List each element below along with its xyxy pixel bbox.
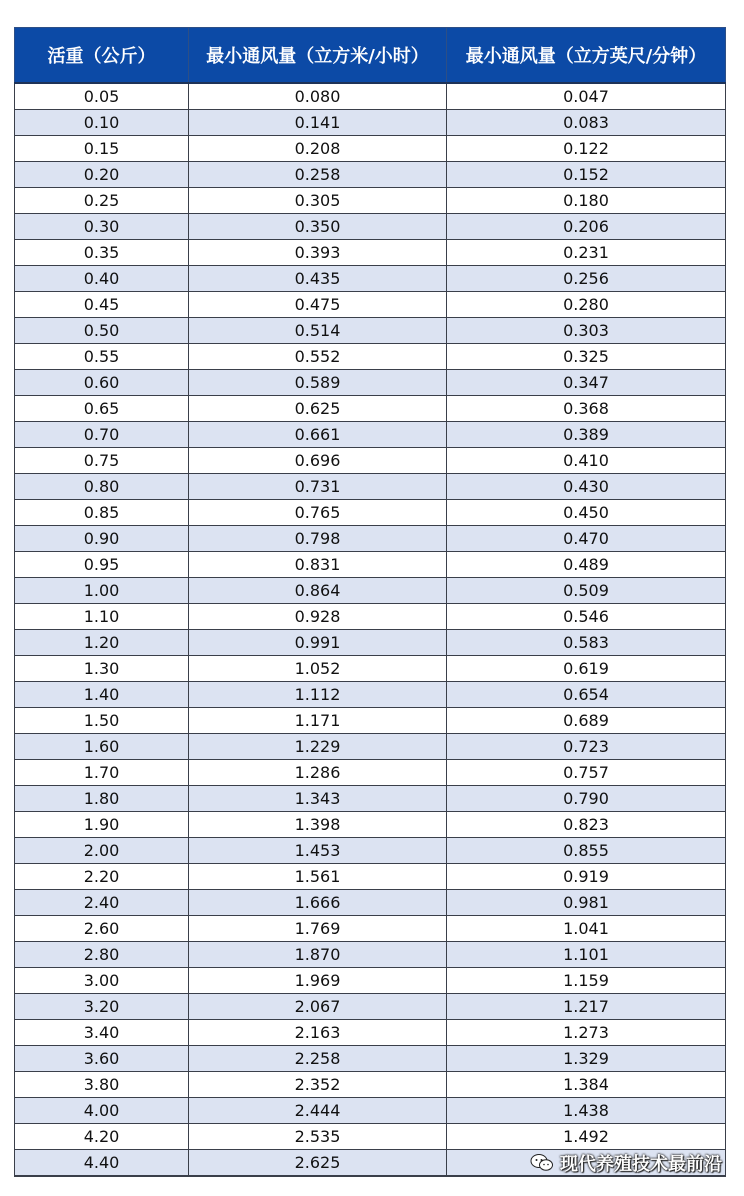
cell-live-weight: 0.60 — [15, 370, 189, 396]
cell-min-vent-m3h: 1.229 — [189, 734, 447, 760]
table-row — [15, 656, 726, 682]
cell-min-vent-cfm: 0.180 — [447, 188, 726, 214]
cell-min-vent-m3h: 0.731 — [189, 474, 447, 500]
cell-min-vent-m3h: 0.514 — [189, 318, 447, 344]
cell-live-weight: 0.90 — [15, 526, 189, 552]
cell-min-vent-cfm: 0.450 — [447, 500, 726, 526]
cell-live-weight: 0.05 — [15, 83, 189, 110]
cell-min-vent-cfm: 0.919 — [447, 864, 726, 890]
cell-live-weight: 0.15 — [15, 136, 189, 162]
table-row — [15, 578, 726, 604]
table-row — [15, 1124, 726, 1150]
cell-min-vent-cfm: 0.303 — [447, 318, 726, 344]
cell-min-vent-m3h: 1.286 — [189, 760, 447, 786]
cell-min-vent-cfm: 1.273 — [447, 1020, 726, 1046]
watermark-text: 现代养殖技术最前沿 — [560, 1154, 722, 1175]
cell-live-weight: 1.40 — [15, 682, 189, 708]
cell-live-weight: 0.50 — [15, 318, 189, 344]
cell-min-vent-cfm: 0.083 — [447, 110, 726, 136]
cell-min-vent-cfm: 0.689 — [447, 708, 726, 734]
header-min-vent-cfm: 最小通风量（立方英尺/分钟） — [447, 28, 726, 84]
ventilation-table-container — [14, 27, 725, 1177]
cell-live-weight: 0.45 — [15, 292, 189, 318]
table-header — [15, 28, 726, 84]
table-row — [15, 864, 726, 890]
header-live-weight: 活重（公斤） — [15, 28, 189, 84]
cell-min-vent-m3h: 1.343 — [189, 786, 447, 812]
header-min-vent-m3h: 最小通风量（立方米/小时） — [189, 28, 447, 84]
cell-min-vent-m3h: 2.535 — [189, 1124, 447, 1150]
wechat-watermark — [530, 1148, 722, 1178]
table-row — [15, 83, 726, 110]
cell-min-vent-m3h: 0.991 — [189, 630, 447, 656]
cell-min-vent-cfm: 0.347 — [447, 370, 726, 396]
cell-min-vent-cfm: 0.723 — [447, 734, 726, 760]
table-row — [15, 526, 726, 552]
table-row — [15, 760, 726, 786]
table-row — [15, 786, 726, 812]
header-row — [15, 28, 726, 84]
cell-min-vent-cfm: 0.389 — [447, 422, 726, 448]
cell-live-weight: 2.00 — [15, 838, 189, 864]
cell-min-vent-m3h: 1.561 — [189, 864, 447, 890]
cell-min-vent-m3h: 0.831 — [189, 552, 447, 578]
cell-min-vent-cfm: 0.583 — [447, 630, 726, 656]
cell-min-vent-m3h: 1.398 — [189, 812, 447, 838]
table-row — [15, 110, 726, 136]
table-row — [15, 734, 726, 760]
cell-live-weight: 1.80 — [15, 786, 189, 812]
table-row — [15, 812, 726, 838]
cell-min-vent-cfm: 0.546 — [447, 604, 726, 630]
cell-min-vent-m3h: 1.870 — [189, 942, 447, 968]
cell-min-vent-cfm: 0.823 — [447, 812, 726, 838]
table-row — [15, 838, 726, 864]
table-row — [15, 214, 726, 240]
cell-live-weight: 1.10 — [15, 604, 189, 630]
table-row — [15, 968, 726, 994]
table-row — [15, 552, 726, 578]
cell-min-vent-m3h: 0.625 — [189, 396, 447, 422]
cell-min-vent-cfm: 1.438 — [447, 1098, 726, 1124]
cell-min-vent-m3h: 0.589 — [189, 370, 447, 396]
cell-min-vent-m3h: 0.765 — [189, 500, 447, 526]
cell-min-vent-cfm: 0.280 — [447, 292, 726, 318]
cell-min-vent-cfm: 0.122 — [447, 136, 726, 162]
cell-live-weight: 1.20 — [15, 630, 189, 656]
table-row — [15, 396, 726, 422]
cell-min-vent-m3h: 0.552 — [189, 344, 447, 370]
cell-live-weight: 4.40 — [15, 1150, 189, 1177]
cell-live-weight: 1.50 — [15, 708, 189, 734]
table-row — [15, 266, 726, 292]
table-row — [15, 708, 726, 734]
cell-live-weight: 0.40 — [15, 266, 189, 292]
cell-live-weight: 0.30 — [15, 214, 189, 240]
table-row — [15, 1020, 726, 1046]
cell-live-weight: 0.10 — [15, 110, 189, 136]
table-row — [15, 1072, 726, 1098]
cell-min-vent-cfm: 0.654 — [447, 682, 726, 708]
cell-min-vent-cfm: 0.152 — [447, 162, 726, 188]
table-row — [15, 890, 726, 916]
cell-live-weight: 2.60 — [15, 916, 189, 942]
cell-min-vent-m3h: 0.661 — [189, 422, 447, 448]
cell-min-vent-m3h: 0.258 — [189, 162, 447, 188]
cell-min-vent-cfm: 0.430 — [447, 474, 726, 500]
cell-live-weight: 3.80 — [15, 1072, 189, 1098]
cell-min-vent-cfm: 0.256 — [447, 266, 726, 292]
cell-min-vent-m3h: 2.067 — [189, 994, 447, 1020]
table-row — [15, 448, 726, 474]
cell-min-vent-cfm: 0.757 — [447, 760, 726, 786]
cell-min-vent-m3h: 0.864 — [189, 578, 447, 604]
cell-live-weight: 0.25 — [15, 188, 189, 214]
cell-min-vent-m3h: 0.393 — [189, 240, 447, 266]
table-row — [15, 1098, 726, 1124]
cell-live-weight: 4.20 — [15, 1124, 189, 1150]
table-row — [15, 240, 726, 266]
cell-min-vent-m3h: 0.141 — [189, 110, 447, 136]
table-row — [15, 942, 726, 968]
cell-min-vent-m3h: 1.171 — [189, 708, 447, 734]
table-row — [15, 1046, 726, 1072]
cell-min-vent-cfm: 1.329 — [447, 1046, 726, 1072]
min-ventilation-table — [14, 27, 726, 1177]
cell-min-vent-cfm: 1.217 — [447, 994, 726, 1020]
cell-min-vent-m3h: 0.305 — [189, 188, 447, 214]
table-row — [15, 994, 726, 1020]
cell-min-vent-m3h: 0.350 — [189, 214, 447, 240]
cell-min-vent-cfm: 0.509 — [447, 578, 726, 604]
cell-min-vent-m3h: 1.969 — [189, 968, 447, 994]
cell-min-vent-cfm: 1.384 — [447, 1072, 726, 1098]
table-body — [15, 83, 726, 1176]
cell-min-vent-cfm: 0.470 — [447, 526, 726, 552]
table-row — [15, 292, 726, 318]
cell-live-weight: 4.00 — [15, 1098, 189, 1124]
cell-live-weight: 1.30 — [15, 656, 189, 682]
cell-min-vent-cfm: 1.492 — [447, 1124, 726, 1150]
cell-min-vent-cfm: 1.041 — [447, 916, 726, 942]
table-row — [15, 474, 726, 500]
cell-live-weight: 1.60 — [15, 734, 189, 760]
cell-min-vent-cfm: 0.619 — [447, 656, 726, 682]
cell-min-vent-m3h: 1.453 — [189, 838, 447, 864]
cell-min-vent-cfm: 0.855 — [447, 838, 726, 864]
cell-live-weight: 3.00 — [15, 968, 189, 994]
cell-min-vent-m3h: 1.052 — [189, 656, 447, 682]
cell-min-vent-cfm: 0.981 — [447, 890, 726, 916]
wechat-icon — [530, 1153, 554, 1173]
cell-min-vent-m3h: 1.769 — [189, 916, 447, 942]
cell-live-weight: 0.55 — [15, 344, 189, 370]
table-row — [15, 422, 726, 448]
cell-live-weight: 0.80 — [15, 474, 189, 500]
cell-live-weight: 3.20 — [15, 994, 189, 1020]
cell-min-vent-cfm: 0.410 — [447, 448, 726, 474]
table-row — [15, 604, 726, 630]
cell-min-vent-cfm: 0.368 — [447, 396, 726, 422]
cell-live-weight: 0.20 — [15, 162, 189, 188]
cell-min-vent-m3h: 0.208 — [189, 136, 447, 162]
cell-min-vent-cfm: 1.159 — [447, 968, 726, 994]
cell-min-vent-m3h: 2.444 — [189, 1098, 447, 1124]
cell-live-weight: 0.65 — [15, 396, 189, 422]
cell-min-vent-cfm: 1.101 — [447, 942, 726, 968]
table-row — [15, 682, 726, 708]
cell-min-vent-m3h: 2.352 — [189, 1072, 447, 1098]
cell-min-vent-cfm: 0.206 — [447, 214, 726, 240]
cell-min-vent-m3h: 2.163 — [189, 1020, 447, 1046]
cell-live-weight: 3.40 — [15, 1020, 189, 1046]
cell-min-vent-m3h: 0.798 — [189, 526, 447, 552]
cell-live-weight: 1.90 — [15, 812, 189, 838]
cell-live-weight: 2.40 — [15, 890, 189, 916]
cell-min-vent-m3h: 2.625 — [189, 1150, 447, 1177]
cell-min-vent-cfm: 0.047 — [447, 83, 726, 110]
table-row — [15, 188, 726, 214]
cell-min-vent-m3h: 1.666 — [189, 890, 447, 916]
cell-live-weight: 2.80 — [15, 942, 189, 968]
cell-live-weight: 0.75 — [15, 448, 189, 474]
cell-live-weight: 2.20 — [15, 864, 189, 890]
cell-min-vent-m3h: 2.258 — [189, 1046, 447, 1072]
cell-min-vent-cfm: 0.325 — [447, 344, 726, 370]
cell-min-vent-m3h: 0.475 — [189, 292, 447, 318]
table-row — [15, 630, 726, 656]
cell-min-vent-cfm: 0.231 — [447, 240, 726, 266]
table-row — [15, 136, 726, 162]
cell-live-weight: 3.60 — [15, 1046, 189, 1072]
table-row — [15, 916, 726, 942]
cell-live-weight: 0.70 — [15, 422, 189, 448]
cell-min-vent-m3h: 1.112 — [189, 682, 447, 708]
cell-live-weight: 1.70 — [15, 760, 189, 786]
cell-min-vent-m3h: 0.696 — [189, 448, 447, 474]
table-row — [15, 162, 726, 188]
cell-live-weight: 1.00 — [15, 578, 189, 604]
table-row — [15, 344, 726, 370]
cell-min-vent-m3h: 0.080 — [189, 83, 447, 110]
cell-min-vent-cfm: 0.489 — [447, 552, 726, 578]
cell-min-vent-m3h: 0.928 — [189, 604, 447, 630]
table-row — [15, 318, 726, 344]
cell-live-weight: 0.85 — [15, 500, 189, 526]
table-row — [15, 500, 726, 526]
cell-min-vent-cfm: 0.790 — [447, 786, 726, 812]
cell-live-weight: 0.35 — [15, 240, 189, 266]
cell-min-vent-m3h: 0.435 — [189, 266, 447, 292]
cell-live-weight: 0.95 — [15, 552, 189, 578]
table-row — [15, 370, 726, 396]
